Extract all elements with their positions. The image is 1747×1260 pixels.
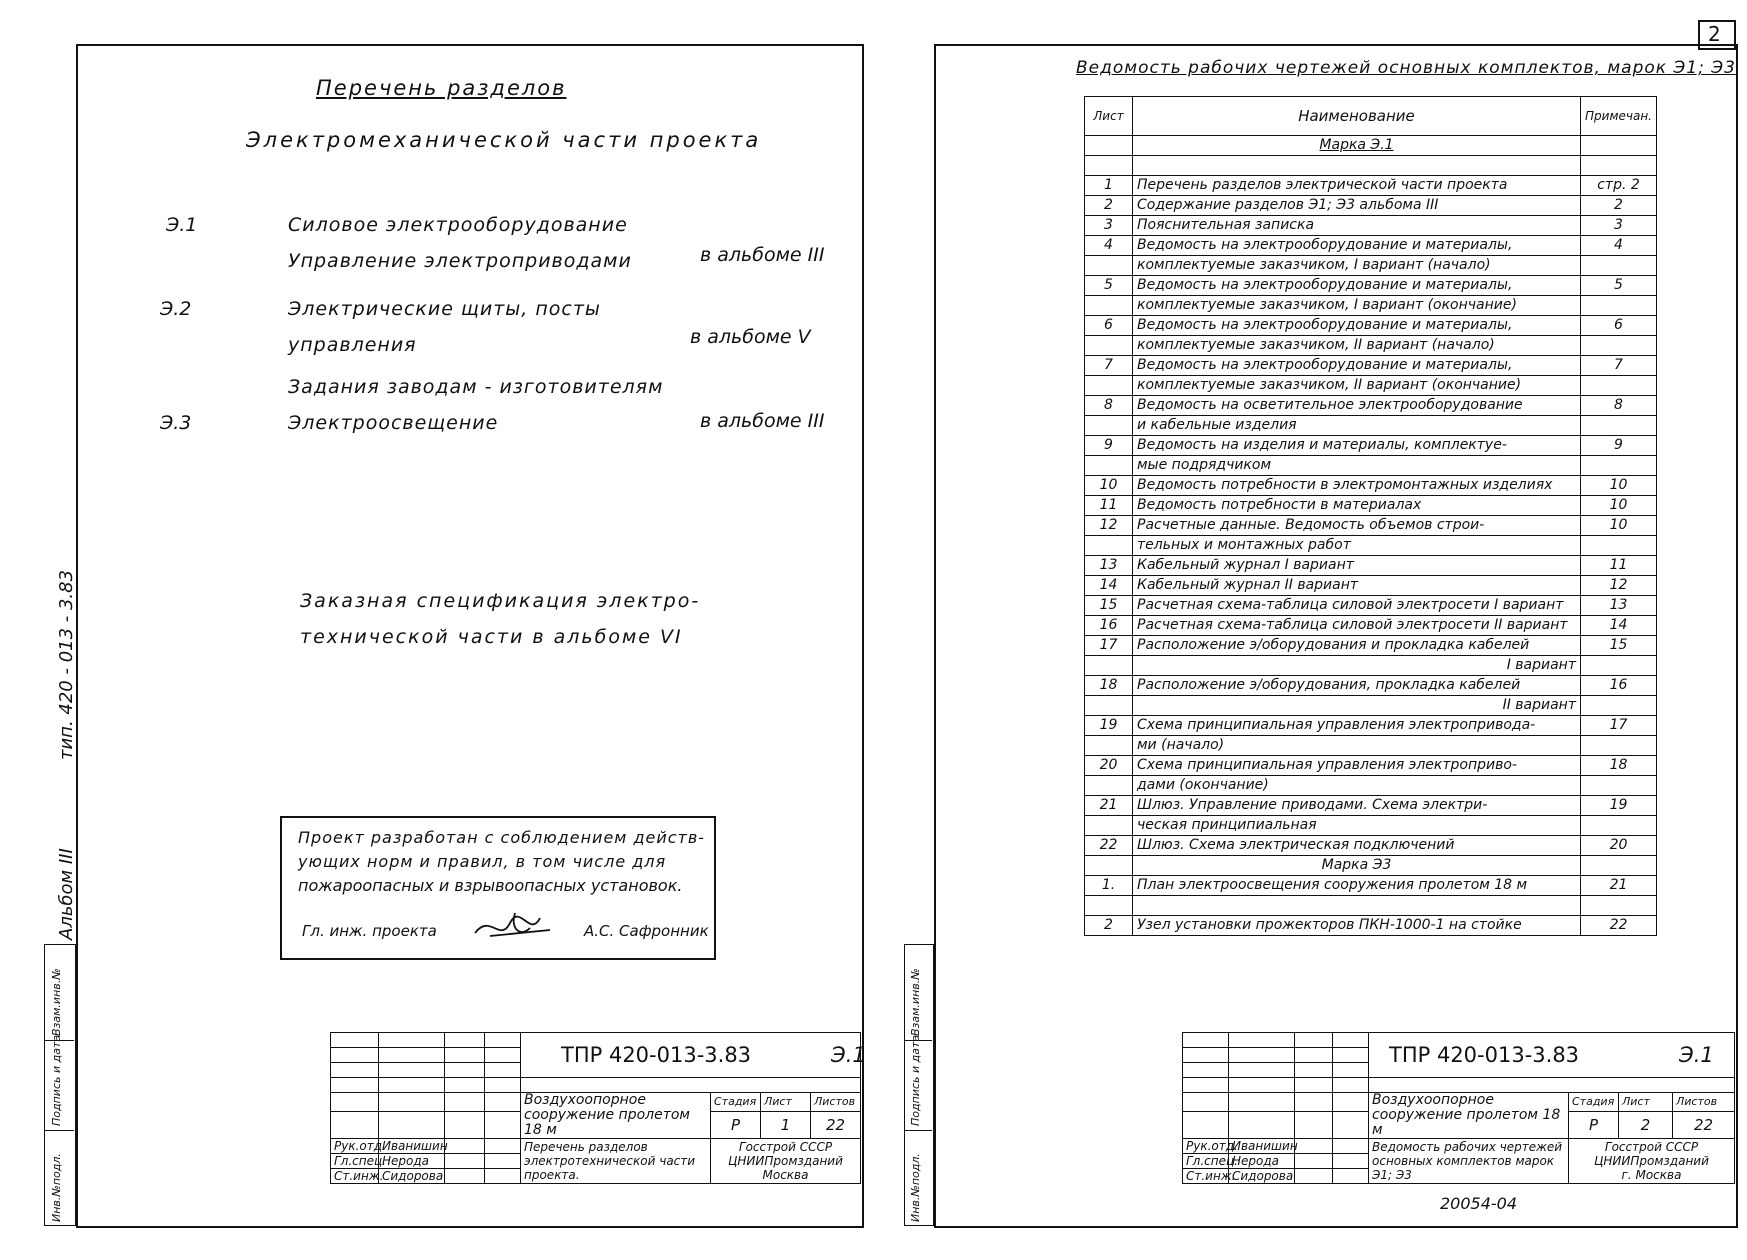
mark-row — [1085, 856, 1657, 876]
row-title: комплектуемые заказчиком, I вариант (окончание) — [1133, 296, 1581, 316]
right-header: Ведомость рабочих чертежей основных комплектов, марок Э1; Э3 — [1076, 58, 1736, 78]
role: Гл.спец. — [1183, 1154, 1229, 1169]
table-row — [1085, 316, 1657, 336]
table-row — [1085, 876, 1657, 896]
page-number-box — [1698, 20, 1736, 50]
stage-label: Стадия — [1569, 1093, 1619, 1112]
row-title: Кабельный журнал II вариант — [1133, 576, 1581, 596]
title-block-code: ТПР 420-013-3.83 — [1389, 1043, 1580, 1067]
row-note — [1581, 696, 1657, 716]
table-row — [1085, 756, 1657, 776]
sheet-title: Ведомость рабочих чертежей основных комплектов марок Э1; Э3 — [1369, 1139, 1569, 1184]
org-line: Москва — [762, 1168, 809, 1182]
row-title: Кабельный журнал I вариант — [1133, 556, 1581, 576]
section-code: Э.1 — [166, 214, 198, 236]
stamp-label-replace: Взам.инв.№ — [50, 968, 63, 1036]
table-row — [1085, 636, 1657, 656]
title-block-mark: Э.1 — [831, 1043, 866, 1067]
role-name: Сидорова — [379, 1169, 445, 1184]
row-title: и кабельные изделия — [1133, 416, 1581, 436]
sheets-value: 22 — [1673, 1111, 1735, 1138]
table-row — [1085, 836, 1657, 856]
row-number — [1085, 776, 1133, 796]
row-number — [1085, 456, 1133, 476]
row-number — [1085, 656, 1133, 676]
title-block-code: ТПР 420-013-3.83 — [561, 1043, 752, 1067]
table-row — [1085, 476, 1657, 496]
row-title: Ведомость на электрооборудование и материалы, — [1133, 316, 1581, 336]
table-row — [1085, 236, 1657, 256]
left-title: Перечень разделов — [316, 76, 567, 100]
table-row — [1085, 496, 1657, 516]
row-title: II вариант — [1133, 696, 1581, 716]
strip-divider — [44, 1130, 74, 1131]
row-number: 7 — [1085, 356, 1133, 376]
table-row — [1085, 596, 1657, 616]
role: Рук.отд. — [1183, 1139, 1229, 1154]
row-note: 7 — [1581, 356, 1657, 376]
sheet-label: Лист — [761, 1093, 811, 1112]
row-note: 22 — [1581, 916, 1657, 936]
row-title: Узел установки прожекторов ПКН-1000-1 на стойке — [1133, 916, 1581, 936]
row-note: 19 — [1581, 796, 1657, 816]
table-row — [1085, 516, 1657, 536]
row-note: 11 — [1581, 556, 1657, 576]
row-number: 18 — [1085, 676, 1133, 696]
row-note: 18 — [1581, 756, 1657, 776]
role: Ст.инж. — [1183, 1169, 1229, 1184]
row-number: 12 — [1085, 516, 1133, 536]
row-title: комплектуемые заказчиком, II вариант (окончание) — [1133, 376, 1581, 396]
section-line: Электроосвещение — [288, 412, 499, 434]
row-title: Схема принципиальная управления электроприводa- — [1133, 716, 1581, 736]
row-number: 17 — [1085, 636, 1133, 656]
row-note: 21 — [1581, 876, 1657, 896]
role: Ст.инж. — [331, 1169, 379, 1184]
row-note — [1581, 816, 1657, 836]
signer-name: А.С. Сафронник — [584, 922, 709, 940]
row-number — [1085, 696, 1133, 716]
row-title: комплектуемые заказчиком, II вариант (начало) — [1133, 336, 1581, 356]
row-number: 11 — [1085, 496, 1133, 516]
row-note: 17 — [1581, 716, 1657, 736]
section-line: Управление электроприводами — [288, 250, 632, 272]
row-number — [1085, 736, 1133, 756]
row-title: Ведомость потребности в материалах — [1133, 496, 1581, 516]
row-title: ческая принципиальная — [1133, 816, 1581, 836]
row-note — [1581, 536, 1657, 556]
table-row — [1085, 376, 1657, 396]
row-number: 10 — [1085, 476, 1133, 496]
row-note: 10 — [1581, 476, 1657, 496]
section-line: Задания заводам - изготовителям — [288, 376, 664, 398]
col-note: Примечан. — [1581, 97, 1657, 136]
table-row — [1085, 796, 1657, 816]
row-number — [1085, 416, 1133, 436]
row-title: Содержание разделов Э1; Э3 альбома III — [1133, 196, 1581, 216]
table-row — [1085, 676, 1657, 696]
role: Рук.отд. — [331, 1139, 379, 1154]
row-note — [1581, 376, 1657, 396]
row-number: 2 — [1085, 916, 1133, 936]
stage-label: Стадия — [711, 1093, 761, 1112]
row-number — [1085, 816, 1133, 836]
stage-value: Р — [711, 1111, 761, 1138]
row-number: 22 — [1085, 836, 1133, 856]
org-line: г. Москва — [1621, 1168, 1682, 1182]
sheets-label: Листов — [811, 1093, 861, 1112]
row-title: ми (начало) — [1133, 736, 1581, 756]
org-line: Госстрой СССР — [738, 1140, 833, 1154]
section-line: управления — [288, 334, 417, 356]
row-note — [1581, 456, 1657, 476]
role-name: Иванишин — [1229, 1139, 1295, 1154]
row-note: 16 — [1581, 676, 1657, 696]
row-note: 12 — [1581, 576, 1657, 596]
title-block-object: Воздухоопорное сооружение пролетом 18 м — [1369, 1093, 1569, 1139]
row-number: 21 — [1085, 796, 1133, 816]
row-note: 20 — [1581, 836, 1657, 856]
table-row — [1085, 916, 1657, 936]
table-row — [1085, 556, 1657, 576]
sheet-title: Перечень разделов электротехнической части проекта. — [521, 1139, 711, 1184]
row-note: стр. 2 — [1581, 176, 1657, 196]
side-label-tip: тип. 420 - 013 - 3.83 — [56, 569, 77, 760]
row-title: дами (окончание) — [1133, 776, 1581, 796]
sheets-value: 22 — [811, 1111, 861, 1138]
row-note — [1581, 296, 1657, 316]
row-title: тельных и монтажных работ — [1133, 536, 1581, 556]
table-row — [1085, 656, 1657, 676]
row-number: 19 — [1085, 716, 1133, 736]
left-subtitle: Электромеханической части проекта — [246, 128, 762, 152]
compliance-note — [280, 816, 716, 960]
row-number — [1085, 376, 1133, 396]
row-number — [1085, 536, 1133, 556]
row-note — [1581, 656, 1657, 676]
row-number: 13 — [1085, 556, 1133, 576]
table-row — [1085, 776, 1657, 796]
stage-value: Р — [1569, 1111, 1619, 1138]
row-note — [1581, 776, 1657, 796]
section-line: Силовое электрооборудование — [288, 214, 628, 236]
row-number: 5 — [1085, 276, 1133, 296]
row-number: 14 — [1085, 576, 1133, 596]
row-title: Расположение э/оборудования и прокладка кабелей — [1133, 636, 1581, 656]
side-label-album: Альбом III — [56, 848, 77, 940]
row-number: 20 — [1085, 756, 1133, 776]
table-row — [1085, 456, 1657, 476]
row-number: 1 — [1085, 176, 1133, 196]
spacer-row — [1085, 896, 1657, 916]
sheet-value: 2 — [1619, 1111, 1673, 1138]
row-number — [1085, 256, 1133, 276]
row-title: Ведомость на электрооборудование и материалы, — [1133, 276, 1581, 296]
table-row — [1085, 696, 1657, 716]
row-note — [1581, 416, 1657, 436]
sheet-label: Лист — [1619, 1093, 1673, 1112]
title-block-object: Воздухоопорное сооружение пролетом 18 м — [521, 1093, 711, 1139]
row-title: Ведомость на электрооборудование и материалы, — [1133, 356, 1581, 376]
row-number — [1085, 296, 1133, 316]
note-line: Проект разработан с соблюдением действ- — [298, 828, 706, 847]
section-album: в альбоме III — [700, 244, 825, 266]
row-title: Расчетная схема-таблица силовой электросети II вариант — [1133, 616, 1581, 636]
table-row — [1085, 256, 1657, 276]
col-name: Наименование — [1133, 97, 1581, 136]
mark-label: Марка Э.1 — [1319, 137, 1394, 153]
note-line: пожароопасных и взрывоопасных установок. — [298, 876, 683, 895]
stamp-label-sign: Подпись и дата — [909, 1034, 922, 1126]
drawings-list-table — [1084, 96, 1657, 936]
role-name: Сидорова — [1229, 1169, 1295, 1184]
table-row — [1085, 416, 1657, 436]
row-number: 4 — [1085, 236, 1133, 256]
row-note: 5 — [1581, 276, 1657, 296]
mark-row — [1085, 136, 1657, 156]
row-note — [1581, 736, 1657, 756]
table-row — [1085, 216, 1657, 236]
section-album: в альбоме V — [690, 326, 811, 348]
row-title: План электроосвещения сооружения пролетом 18 м — [1133, 876, 1581, 896]
row-note: 4 — [1581, 236, 1657, 256]
archive-number: 20054-04 — [1440, 1194, 1518, 1213]
row-number: 8 — [1085, 396, 1133, 416]
table-row — [1085, 336, 1657, 356]
row-note: 2 — [1581, 196, 1657, 216]
mark-label: Марка Э3 — [1321, 857, 1392, 873]
org-line: ЦНИИПромзданий — [728, 1154, 843, 1168]
section-album: в альбоме III — [700, 410, 825, 432]
row-number: 9 — [1085, 436, 1133, 456]
section-code: Э.3 — [160, 412, 192, 434]
row-title: Шлюз. Управление приводами. Схема электри- — [1133, 796, 1581, 816]
table-row — [1085, 576, 1657, 596]
row-note: 10 — [1581, 496, 1657, 516]
table-row — [1085, 356, 1657, 376]
row-number: 3 — [1085, 216, 1133, 236]
section-line: Электрические щиты, посты — [288, 298, 601, 320]
table-row — [1085, 436, 1657, 456]
row-title: Пояснительная записка — [1133, 216, 1581, 236]
row-title: Ведомость на электрооборудование и материалы, — [1133, 236, 1581, 256]
table-row — [1085, 716, 1657, 736]
role-name: Нерода — [1229, 1154, 1295, 1169]
table-row — [1085, 176, 1657, 196]
order-spec-line: технической части в альбоме VI — [300, 626, 683, 648]
section-code: Э.2 — [160, 298, 192, 320]
signature-icon — [470, 908, 560, 948]
table-row — [1085, 816, 1657, 836]
table-row — [1085, 536, 1657, 556]
table-row — [1085, 736, 1657, 756]
table-row — [1085, 616, 1657, 636]
row-note: 9 — [1581, 436, 1657, 456]
row-number: 16 — [1085, 616, 1133, 636]
row-note: 10 — [1581, 516, 1657, 536]
role: Гл.спец. — [331, 1154, 379, 1169]
spacer-row — [1085, 156, 1657, 176]
row-title: Расчетные данные. Ведомость объемов строи- — [1133, 516, 1581, 536]
role-name: Нерода — [379, 1154, 445, 1169]
col-sheet: Лист — [1085, 97, 1133, 136]
left-title-block — [330, 1032, 866, 1184]
org-line: ЦНИИПромзданий — [1594, 1154, 1709, 1168]
row-note: 15 — [1581, 636, 1657, 656]
row-title: Шлюз. Схема электрическая подключений — [1133, 836, 1581, 856]
stamp-label-sign: Подпись и дата — [50, 1034, 63, 1126]
row-number — [1085, 336, 1133, 356]
row-number: 1. — [1085, 876, 1133, 896]
org-line: Госстрой СССР — [1604, 1140, 1699, 1154]
order-spec-line: Заказная спецификация электро- — [300, 590, 701, 612]
table-row — [1085, 276, 1657, 296]
sheets-label: Листов — [1673, 1093, 1735, 1112]
row-number: 15 — [1085, 596, 1133, 616]
row-title: мые подрядчиком — [1133, 456, 1581, 476]
page-number: 2 — [1708, 22, 1721, 46]
role-name: Иванишин — [379, 1139, 445, 1154]
row-title: Ведомость потребности в электромонтажных изделиях — [1133, 476, 1581, 496]
stamp-label-inv: Инв.№подл. — [909, 1153, 922, 1222]
row-title: Ведомость на изделия и материалы, комплектуе- — [1133, 436, 1581, 456]
row-note — [1581, 336, 1657, 356]
strip-divider — [904, 1130, 932, 1131]
right-title-block — [1182, 1032, 1735, 1184]
title-block-mark: Э.1 — [1679, 1043, 1714, 1067]
stamp-label-replace: Взам.инв.№ — [909, 968, 922, 1036]
row-title: Расположение э/оборудования, прокладка кабелей — [1133, 676, 1581, 696]
row-title: Ведомость на осветительное электрооборудование — [1133, 396, 1581, 416]
sheet-value: 1 — [761, 1111, 811, 1138]
note-line: ующих норм и правил, в том числе для — [298, 852, 667, 871]
table-row — [1085, 196, 1657, 216]
row-title: комплектуемые заказчиком, I вариант (начало) — [1133, 256, 1581, 276]
row-title: Схема принципиальная управления электроприво- — [1133, 756, 1581, 776]
signer-role: Гл. инж. проекта — [302, 922, 437, 940]
table-row — [1085, 396, 1657, 416]
row-number: 2 — [1085, 196, 1133, 216]
row-note: 3 — [1581, 216, 1657, 236]
row-title: Расчетная схема-таблица силовой электросети I вариант — [1133, 596, 1581, 616]
row-note — [1581, 256, 1657, 276]
row-note: 8 — [1581, 396, 1657, 416]
row-title: Перечень разделов электрической части проекта — [1133, 176, 1581, 196]
row-note: 13 — [1581, 596, 1657, 616]
table-row — [1085, 296, 1657, 316]
stamp-label-inv: Инв.№подл. — [50, 1153, 63, 1222]
row-note: 6 — [1581, 316, 1657, 336]
row-number: 6 — [1085, 316, 1133, 336]
row-note: 14 — [1581, 616, 1657, 636]
row-title: I вариант — [1133, 656, 1581, 676]
